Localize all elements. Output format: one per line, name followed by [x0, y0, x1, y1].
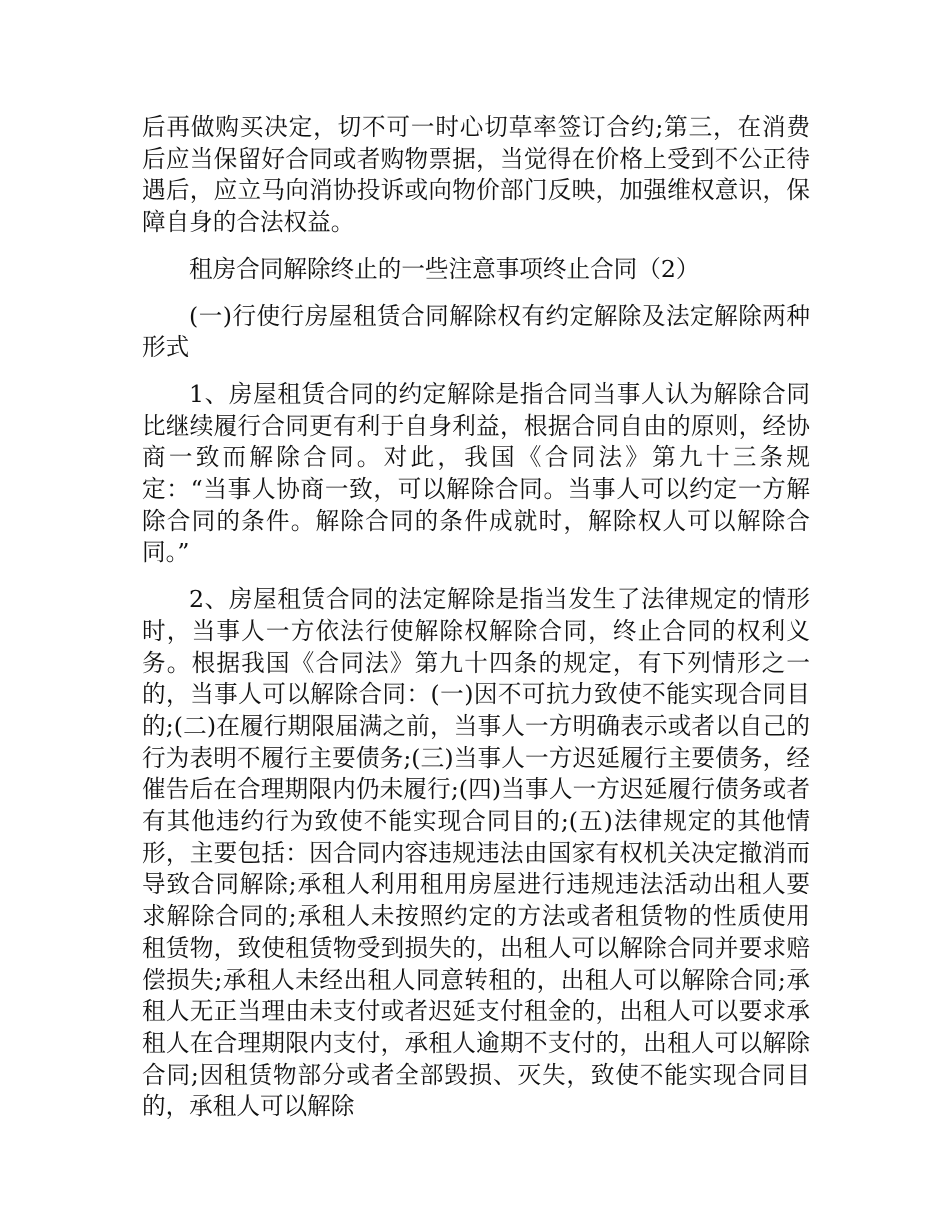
paragraph-subheading: (一)行使行房屋租赁合同解除权有约定解除及法定解除两种形式	[142, 301, 810, 362]
paragraph-statutory-termination: 2、房屋租赁合同的法定解除是指当发生了法律规定的情形时，当事人一方依法行使解除权解除合同，终止合同的权利义务。根据我国《合同法》第九十四条的规定，有下列情形之一的，当事人可以解除合同：(一)因不可抗力致使不能实现合同目的;(二)在履行期限届满之前，当事人一方明确表示或者以自己的行为表明不履行主要债务;(三)当事人一方迟延履行主要债务，经催告后在合理期限内仍未履行;(四)当事人一方迟延履行债务或者有其他违约行为致使不能实现合同目的;(五)法律规定的其他情形，主要包括：因合同内容违规违法由国家有权机关决定撤消而导致合同解除;承租人利用租用房屋进行违规违法活动出租人要求解除合同的;承租人未按照约定的方法或者租赁物的性质使用租赁物，致使租赁物受到损失的，出租人可以解除合同并要求赔偿损失;承租人未经出租人同意转租的，出租人可以解除合同;承租人无正当理由未支付或者迟延支付租金的，出租人可以要求承租人在合理期限内支付，承租人逾期不支付的，出租人可以解除合同;因租赁物部分或者全部毁损、灭失，致使不能实现合同目的，承租人可以解除	[142, 585, 810, 1121]
paragraph-continuation: 后再做购买决定，切不可一时心切草率签订合约;第三，在消费后应当保留好合同或者购物票据，当觉得在价格上受到不公正待遇后，应立马向消协投诉或向物价部门反映，加强维权意识，保障自身的合法权益。	[142, 113, 810, 237]
document-body	[142, 112, 810, 1138]
paragraph-heading: 租房合同解除终止的一些注意事项终止合同（2）	[189, 254, 700, 283]
paragraph-agreed-termination: 1、房屋租赁合同的约定解除是指合同当事人认为解除合同比继续履行合同更有利于自身利益，根据合同自由的原则，经协商一致而解除合同。对此，我国《合同法》第九十三条规定：“当事人协商一致，可以解除合同。当事人可以约定一方解除合同的条件。解除合同的条件成就时，解除权人可以解除合同。”	[142, 379, 810, 567]
